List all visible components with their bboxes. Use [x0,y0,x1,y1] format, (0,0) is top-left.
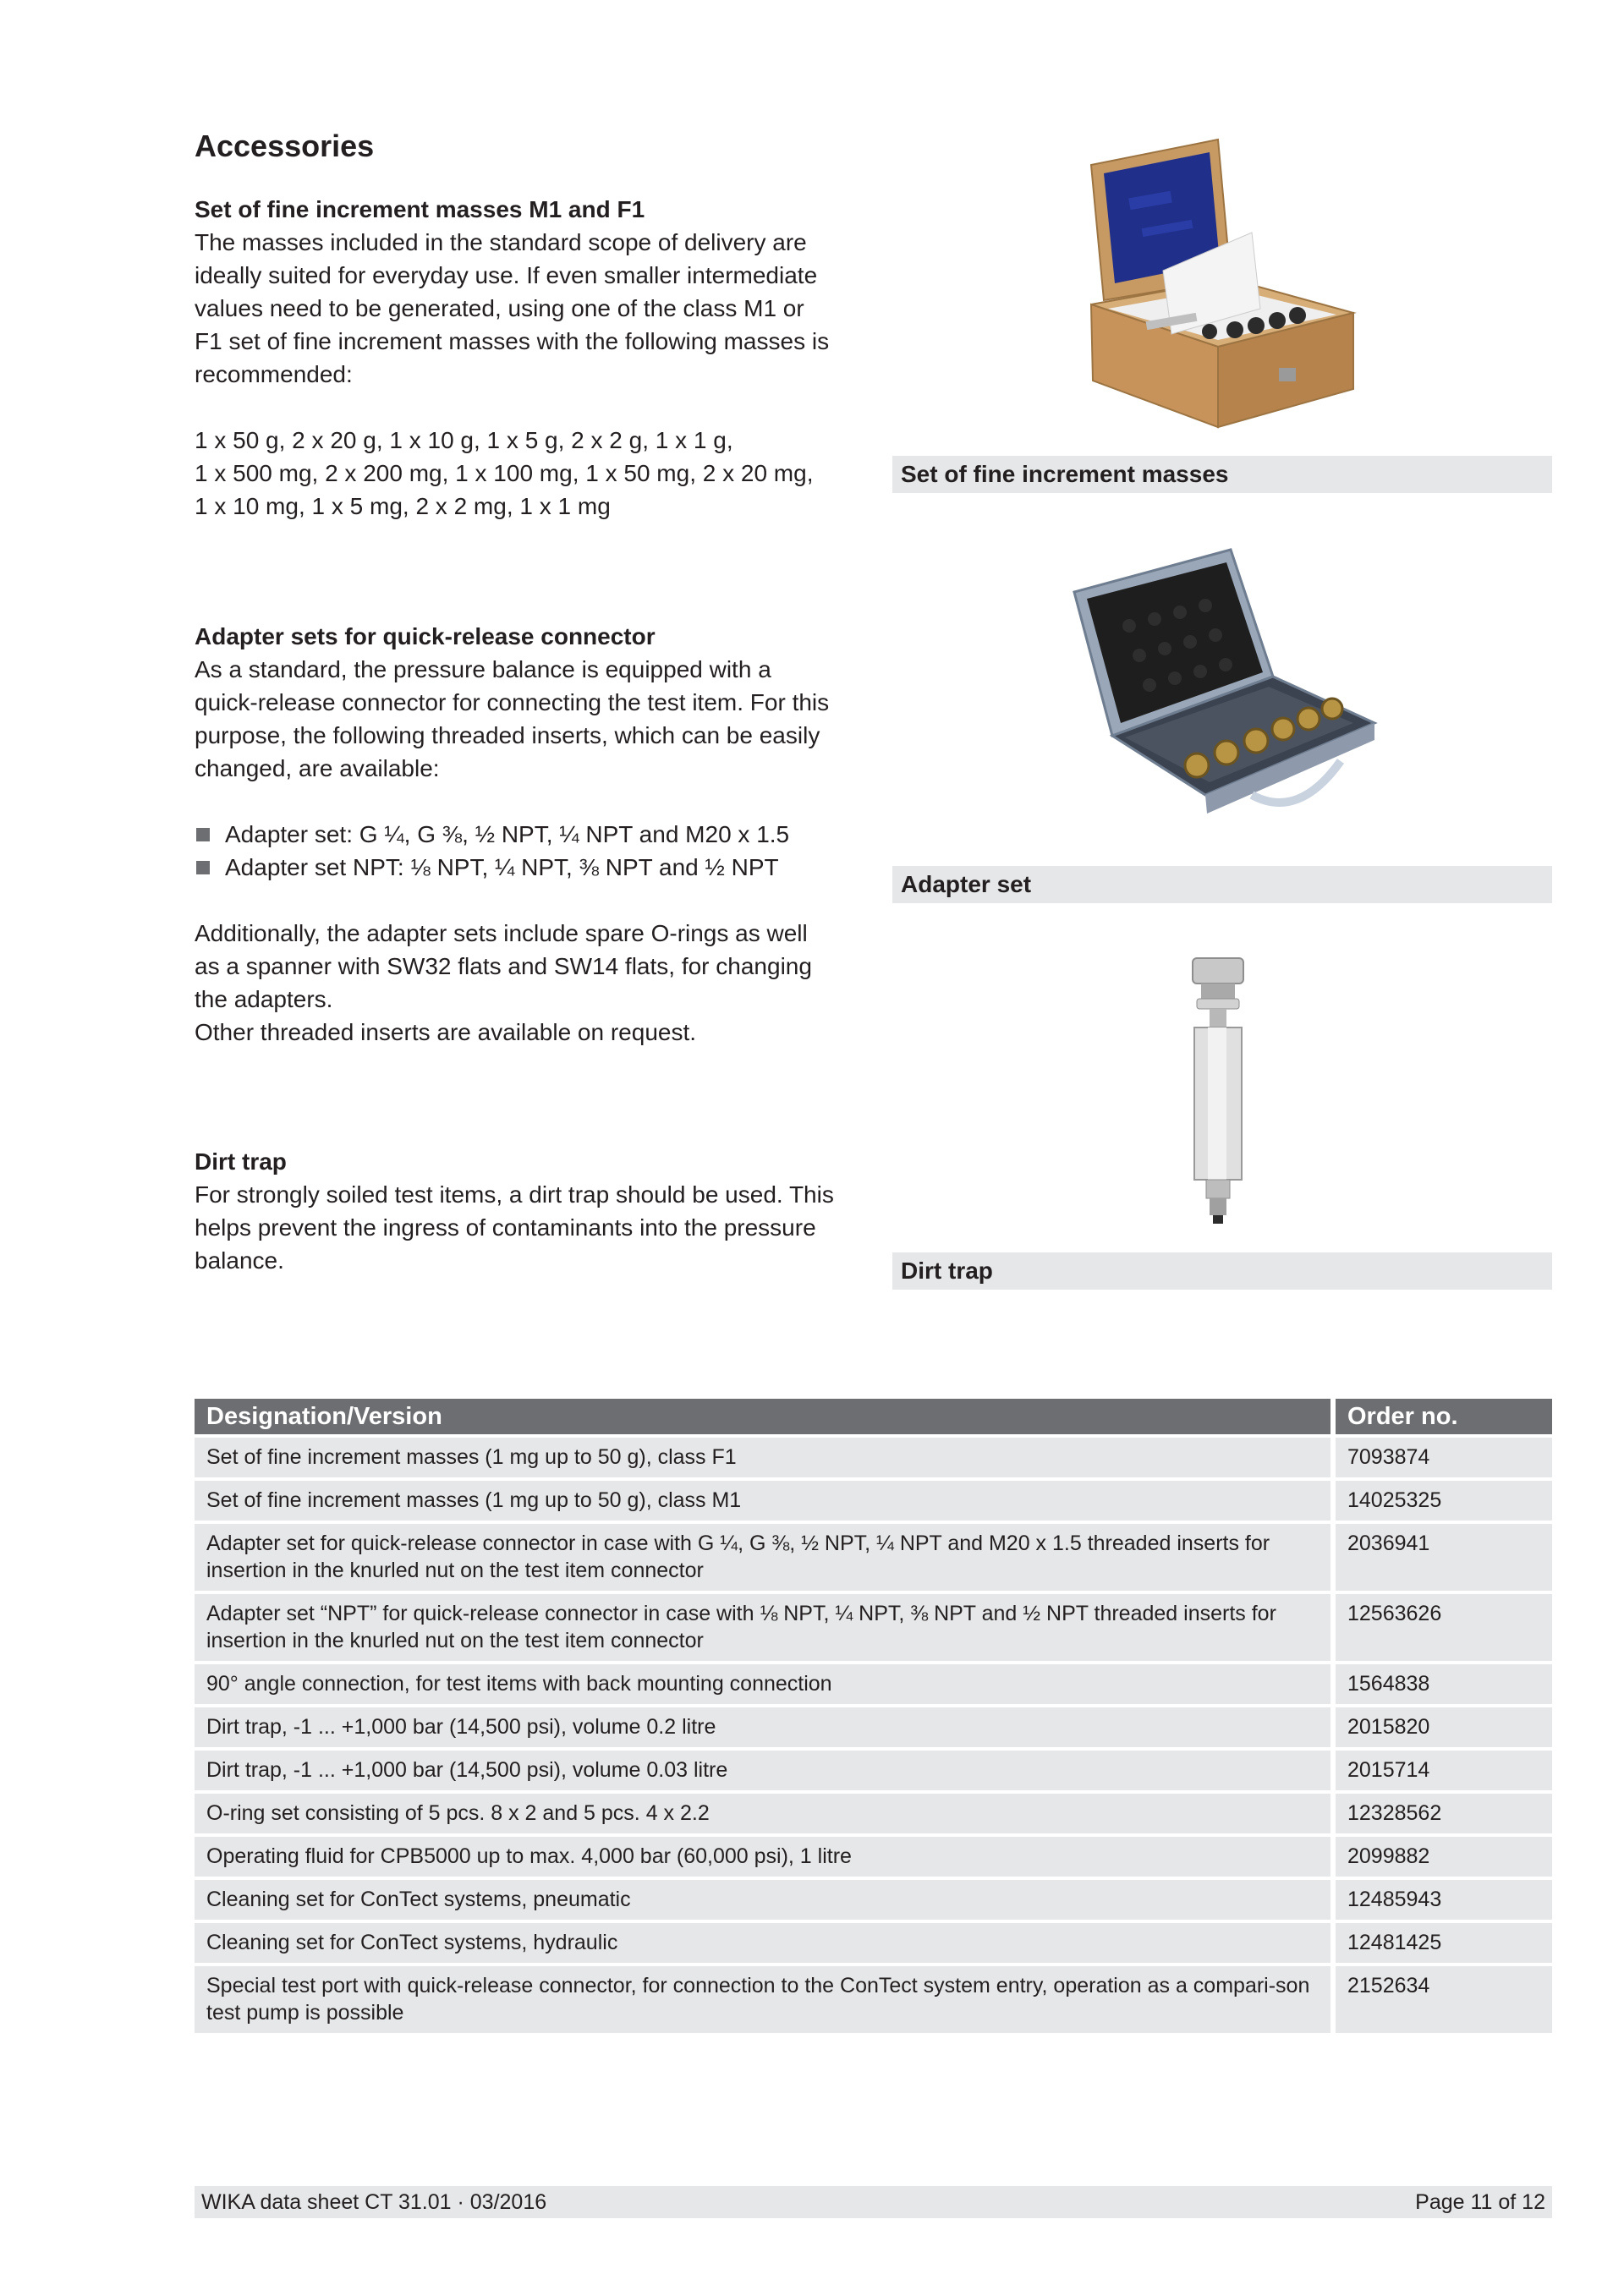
table-row [195,1837,1552,1877]
cell-order-no: 2015714 [1336,1751,1552,1790]
caption-adapter-set: Adapter set [892,866,1552,903]
adapter-set-case-image [1062,541,1383,837]
table-header-row [195,1399,1552,1434]
mass-line: 1 x 50 g, 2 x 20 g, 1 x 10 g, 1 x 5 g, 2 x 2 g, 1 x 1 g, [195,427,733,453]
caption-fine-masses: Set of fine increment masses [892,456,1552,493]
paragraph-line: quick-release connector for connecting the test item. For this [195,689,830,715]
cell-designation: Adapter set for quick-release connector in case with G ¼, G ⅜, ½ NPT, ¼ NPT and M20 x 1.5 threaded inserts for insertion in the knurled nut on the test item connector [195,1524,1336,1591]
table-row [195,1707,1552,1747]
cell-designation: Set of fine increment masses (1 mg up to 50 g), class F1 [195,1438,1336,1477]
bullet-item: Adapter set NPT: ⅛ NPT, ¼ NPT, ⅜ NPT and ½ NPT [195,851,863,884]
cell-order-no: 7093874 [1336,1438,1552,1477]
cell-order-no: 2036941 [1336,1524,1552,1591]
section-adapter-sets [195,620,863,1049]
paragraph-line: balance. [195,1247,284,1274]
paragraph-line: As a standard, the pressure balance is equipped with a [195,656,771,682]
section-dirt-trap [195,1145,863,1277]
cell-order-no: 12481425 [1336,1923,1552,1963]
table-row [195,1794,1552,1833]
accessories-table [195,1395,1552,2036]
footer-page-number: Page 11 of 12 [1415,2190,1545,2214]
table-row [195,1594,1552,1661]
cell-order-no: 2152634 [1336,1966,1552,2033]
bullet-item: Adapter set: G ¼, G ⅜, ½ NPT, ¼ NPT and M20 x 1.5 [195,818,863,851]
cell-order-no: 14025325 [1336,1481,1552,1521]
cell-order-no: 2099882 [1336,1837,1552,1877]
paragraph-line: as a spanner with SW32 flats and SW14 flats, for changing [195,953,812,979]
paragraph-line: Additionally, the adapter sets include spare O-rings as well [195,920,808,946]
section-heading: Adapter sets for quick-release connector [195,623,656,649]
cell-order-no: 12563626 [1336,1594,1552,1661]
cell-order-no: 12485943 [1336,1880,1552,1920]
paragraph-line: helps prevent the ingress of contaminants into the pressure [195,1214,816,1241]
cell-designation: Dirt trap, -1 ... +1,000 bar (14,500 psi), volume 0.03 litre [195,1751,1336,1790]
paragraph-line: F1 set of fine increment masses with the following masses is [195,328,830,354]
cell-designation: Cleaning set for ConTect systems, pneumatic [195,1880,1336,1920]
fine-masses-box-image [1083,135,1362,440]
table-row [195,1438,1552,1477]
cell-designation: Cleaning set for ConTect systems, hydraulic [195,1923,1336,1963]
cell-order-no: 12328562 [1336,1794,1552,1833]
cell-order-no: 1564838 [1336,1664,1552,1704]
table-row [195,1880,1552,1920]
cell-designation: Adapter set “NPT” for quick-release connector in case with ⅛ NPT, ¼ NPT, ⅜ NPT and ½ NPT threaded inserts for insertion in the knurled nut on the test item connector [195,1594,1336,1661]
cell-designation: Special test port with quick-release connector, for connection to the ConTect system entry, operation as a compari-son test pump is possible [195,1966,1336,2033]
paragraph-line: purpose, the following threaded inserts, which can be easily [195,722,820,748]
table-row [195,1966,1552,2033]
paragraph-line: Other threaded inserts are available on request. [195,1019,697,1045]
caption-dirt-trap: Dirt trap [892,1252,1552,1290]
cell-designation: O-ring set consisting of 5 pcs. 8 x 2 and 5 pcs. 4 x 2.2 [195,1794,1336,1833]
paragraph-line: recommended: [195,361,353,387]
table-row [195,1751,1552,1790]
paragraph-line: values need to be generated, using one of the class M1 or [195,295,804,321]
paragraph-line: The masses included in the standard scope of delivery are [195,229,807,255]
section-heading: Set of fine increment masses M1 and F1 [195,196,645,222]
cell-designation: Dirt trap, -1 ... +1,000 bar (14,500 psi), volume 0.2 litre [195,1707,1336,1747]
cell-designation: Operating fluid for CPB5000 up to max. 4,000 bar (60,000 psi), 1 litre [195,1837,1336,1877]
accessories-table-body [195,1438,1552,2033]
paragraph-line: ideally suited for everyday use. If even smaller intermediate [195,262,818,288]
table-row [195,1524,1552,1591]
paragraph-line: For strongly soiled test items, a dirt trap should be used. This [195,1181,834,1208]
section-fine-masses [195,193,863,523]
cell-designation: 90° angle connection, for test items with back mounting connection [195,1664,1336,1704]
table-row [195,1923,1552,1963]
adapter-bullet-list [195,818,863,884]
column-header-order-no: Order no. [1336,1399,1552,1434]
mass-line: 1 x 500 mg, 2 x 200 mg, 1 x 100 mg, 1 x 50 mg, 2 x 20 mg, [195,460,814,486]
paragraph-line: changed, are available: [195,755,440,781]
mass-line: 1 x 10 mg, 1 x 5 mg, 2 x 2 mg, 1 x 1 mg [195,493,611,519]
page-footer [195,2186,1552,2218]
table-row [195,1481,1552,1521]
column-header-designation: Designation/Version [195,1399,1336,1434]
paragraph-line: the adapters. [195,986,333,1012]
dirt-trap-image [1176,951,1260,1230]
cell-order-no: 2015820 [1336,1707,1552,1747]
cell-designation: Set of fine increment masses (1 mg up to 50 g), class M1 [195,1481,1336,1521]
section-heading: Dirt trap [195,1148,287,1175]
page-title: Accessories [195,129,375,163]
table-row [195,1664,1552,1704]
footer-doc-id: WIKA data sheet CT 31.01 · 03/2016 [201,2190,547,2214]
